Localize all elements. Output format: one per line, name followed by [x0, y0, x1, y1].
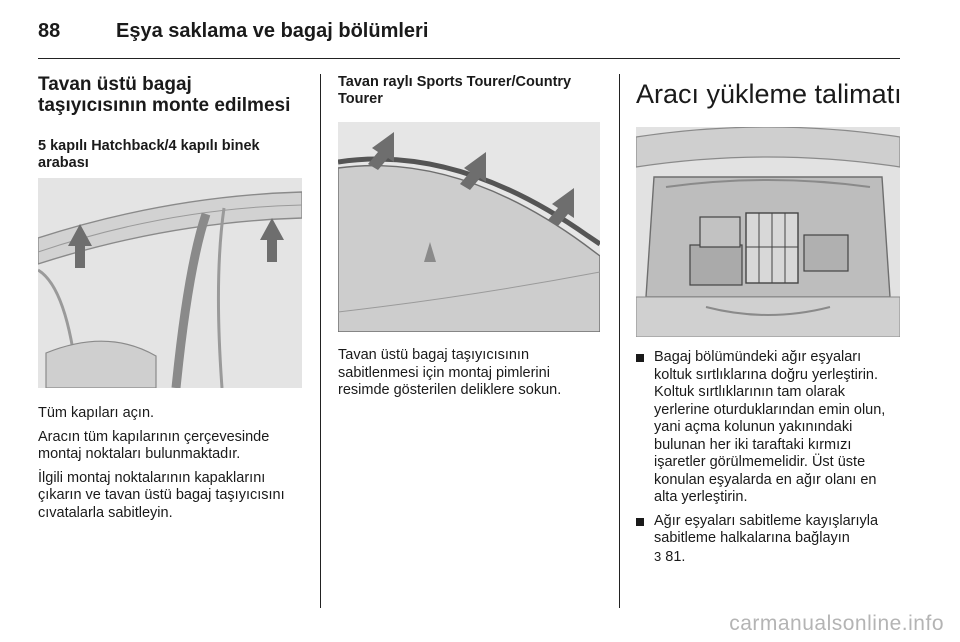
page-reference[interactable]: 81. [665, 548, 686, 565]
watermark: carmanualsonline.info [729, 612, 944, 635]
bullet-square-icon [636, 518, 644, 526]
column-2-text [338, 347, 602, 400]
paragraph: İlgili montaj noktalarının kapaklarını çıkarın ve tavan üstü bagaj taşıyıcısını cıvatalarla sabitleyin. [38, 469, 285, 521]
bullet-text: Ağır eşyaları sabitleme kayışlarıyla sabitleme halkalarına bağlayın [654, 512, 879, 546]
paragraph: Tüm kapıları açın. [38, 405, 155, 421]
list-item [636, 349, 902, 507]
chapter-title: Eşya saklama ve bagaj bölümleri [116, 20, 429, 42]
column-divider [619, 74, 620, 608]
bullet-text: Bagaj bölümündeki ağır eşyaları koltuk sırtlıklarına doğru yerleştirin. Koltuk sırtlıklarının tam olarak yerlerine oturduklarından emin olun, yani açma kolunun yakınındaki bulunan her iki taraftaki kırmızı işaretler görülmemelidir. Üst üste konulan eşyalarda en ağır olanı en alta yerleştirin. [654, 349, 886, 505]
column-3-text [636, 349, 902, 566]
hatchback-roof-figure [38, 178, 302, 388]
section-heading: Aracı yükleme talimatı [636, 79, 902, 109]
loading-bullet-list [636, 349, 902, 566]
page-header [38, 14, 900, 59]
section-subheading: Tavan raylı Sports Tourer/Country Tourer [338, 74, 572, 107]
page-number: 88 [38, 20, 61, 42]
paragraph: Aracın tüm kapılarının çerçevesinde montaj noktaları bulunmaktadır. [38, 428, 270, 462]
section-heading: Tavan üstü bagaj taşıyıcısının monte edilmesi [38, 74, 291, 116]
tourer-roof-figure [338, 122, 600, 332]
paragraph: Tavan üstü bagaj taşıyıcısının sabitlenmesi için montaj pimlerini resimde gösterilen deliklere sokun. [338, 347, 562, 398]
column-roof-rack-tourer [338, 74, 602, 108]
bullet-square-icon [636, 354, 644, 362]
section-subheading: 5 kapılı Hatchback/4 kapılı binek arabası [38, 138, 260, 171]
list-item [636, 513, 902, 567]
column-1-text [38, 405, 304, 522]
trunk-loading-figure [636, 127, 900, 337]
column-divider [320, 74, 321, 608]
page-reference-icon: 3 [654, 548, 662, 564]
column-roof-rack-hatchback [38, 74, 304, 172]
column-loading-instructions [636, 74, 902, 110]
